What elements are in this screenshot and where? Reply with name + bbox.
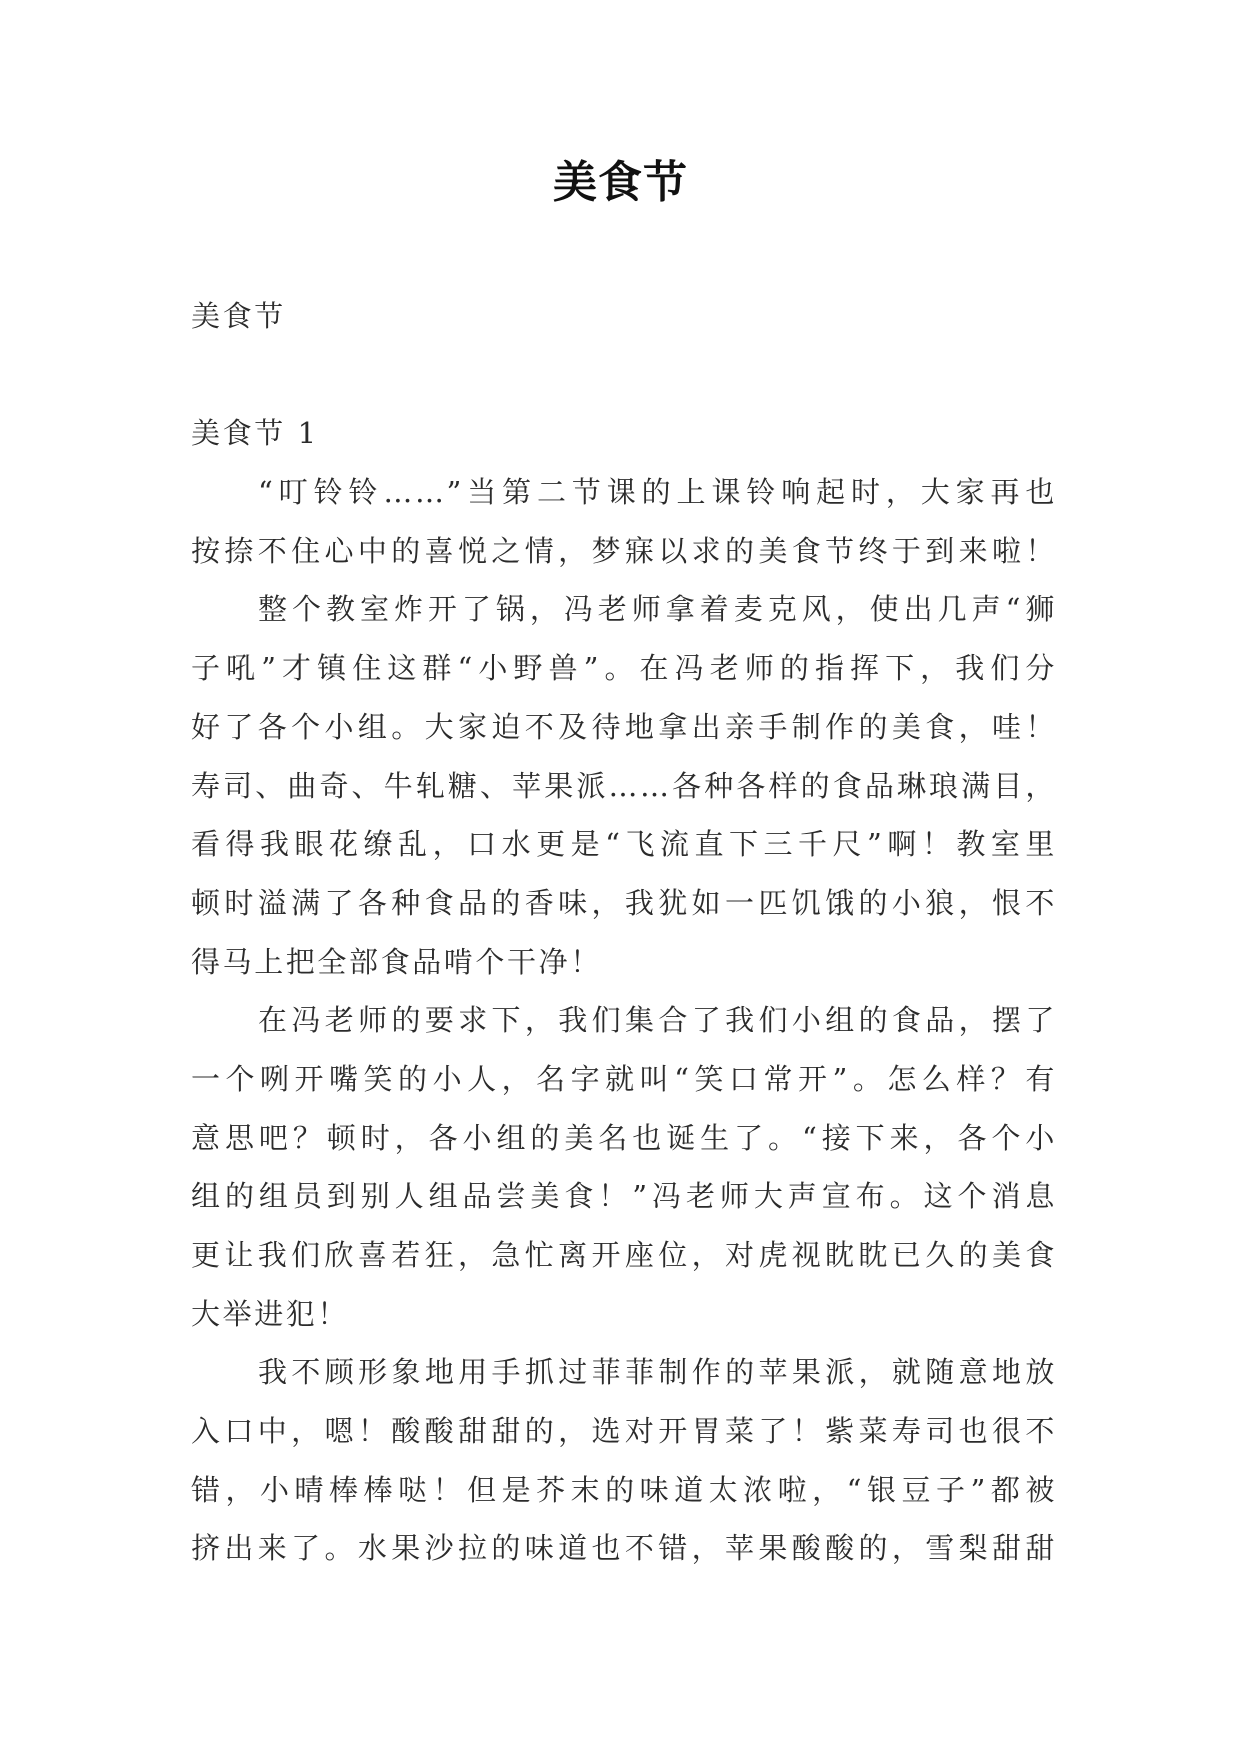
paragraph-line: 得马上把全部食品啃个干净！ [191,944,602,979]
paragraph-line: 意思吧？顿时，各小组的美名也诞生了。“接下来，各个小 [191,1120,1057,1155]
paragraph-line: 子吼”才镇住这群“小野兽”。在冯老师的指挥下，我们分 [191,651,1057,686]
paragraph-line: 大举进犯！ [191,1296,350,1331]
document-title: 美食节 [553,157,688,208]
section-heading: 美食节 1 [191,416,319,451]
paragraph-line: 挤出来了。水果沙拉的味道也不错，苹果酸酸的，雪梨甜甜 [191,1531,1057,1566]
paragraph-line: 整个教室炸开了锅，冯老师拿着麦克风，使出几声“狮 [258,592,1057,627]
paragraph-line: 我不顾形象地用手抓过菲菲制作的苹果派，就随意地放 [258,1355,1057,1390]
paragraph-line: 更让我们欣喜若狂，急忙离开座位，对虎视眈眈已久的美食 [191,1238,1057,1272]
paragraph-line: 顿时溢满了各种食品的香味，我犹如一匹饥饿的小狼，恨不 [191,885,1057,920]
paragraph-line: 一个咧开嘴笑的小人，名字就叫“笑口常开”。怎么样？有 [191,1061,1057,1096]
paragraph [191,580,1057,991]
paragraph-line: 在冯老师的要求下，我们集合了我们小组的食品，摆了 [258,1003,1057,1038]
paragraph-line: 组的组员到别人组品尝美食！”冯老师大声宣布。这个消息 [191,1179,1057,1214]
paragraph [191,463,1057,580]
paragraph-line: 寿司、曲奇、牛轧糖、苹果派……各种各样的食品琳琅满目， [191,768,1057,803]
paragraph-line: 入口中，嗯！酸酸甜甜的，选对开胃菜了！紫菜寿司也很不 [191,1414,1057,1449]
paragraph-line: 好了各个小组。大家迫不及待地拿出亲手制作的美食，哇！ [191,709,1057,744]
paragraph-line: 看得我眼花缭乱，口水更是“飞流直下三千尺”啊！教室里 [191,827,1057,862]
paragraph-line: 按捺不住心中的喜悦之情，梦寐以求的美食节终于到来啦！ [191,533,1057,568]
document-subtitle: 美食节 [191,299,286,333]
paragraph-line: 错，小晴棒棒哒！但是芥末的味道太浓啦，“银豆子”都被 [191,1472,1057,1507]
document-body [191,287,1057,1578]
paragraph [191,1343,1057,1578]
paragraph-line: “叮铃铃……”当第二节课的上课铃响起时，大家再也 [258,475,1057,510]
paragraph [191,991,1057,1343]
